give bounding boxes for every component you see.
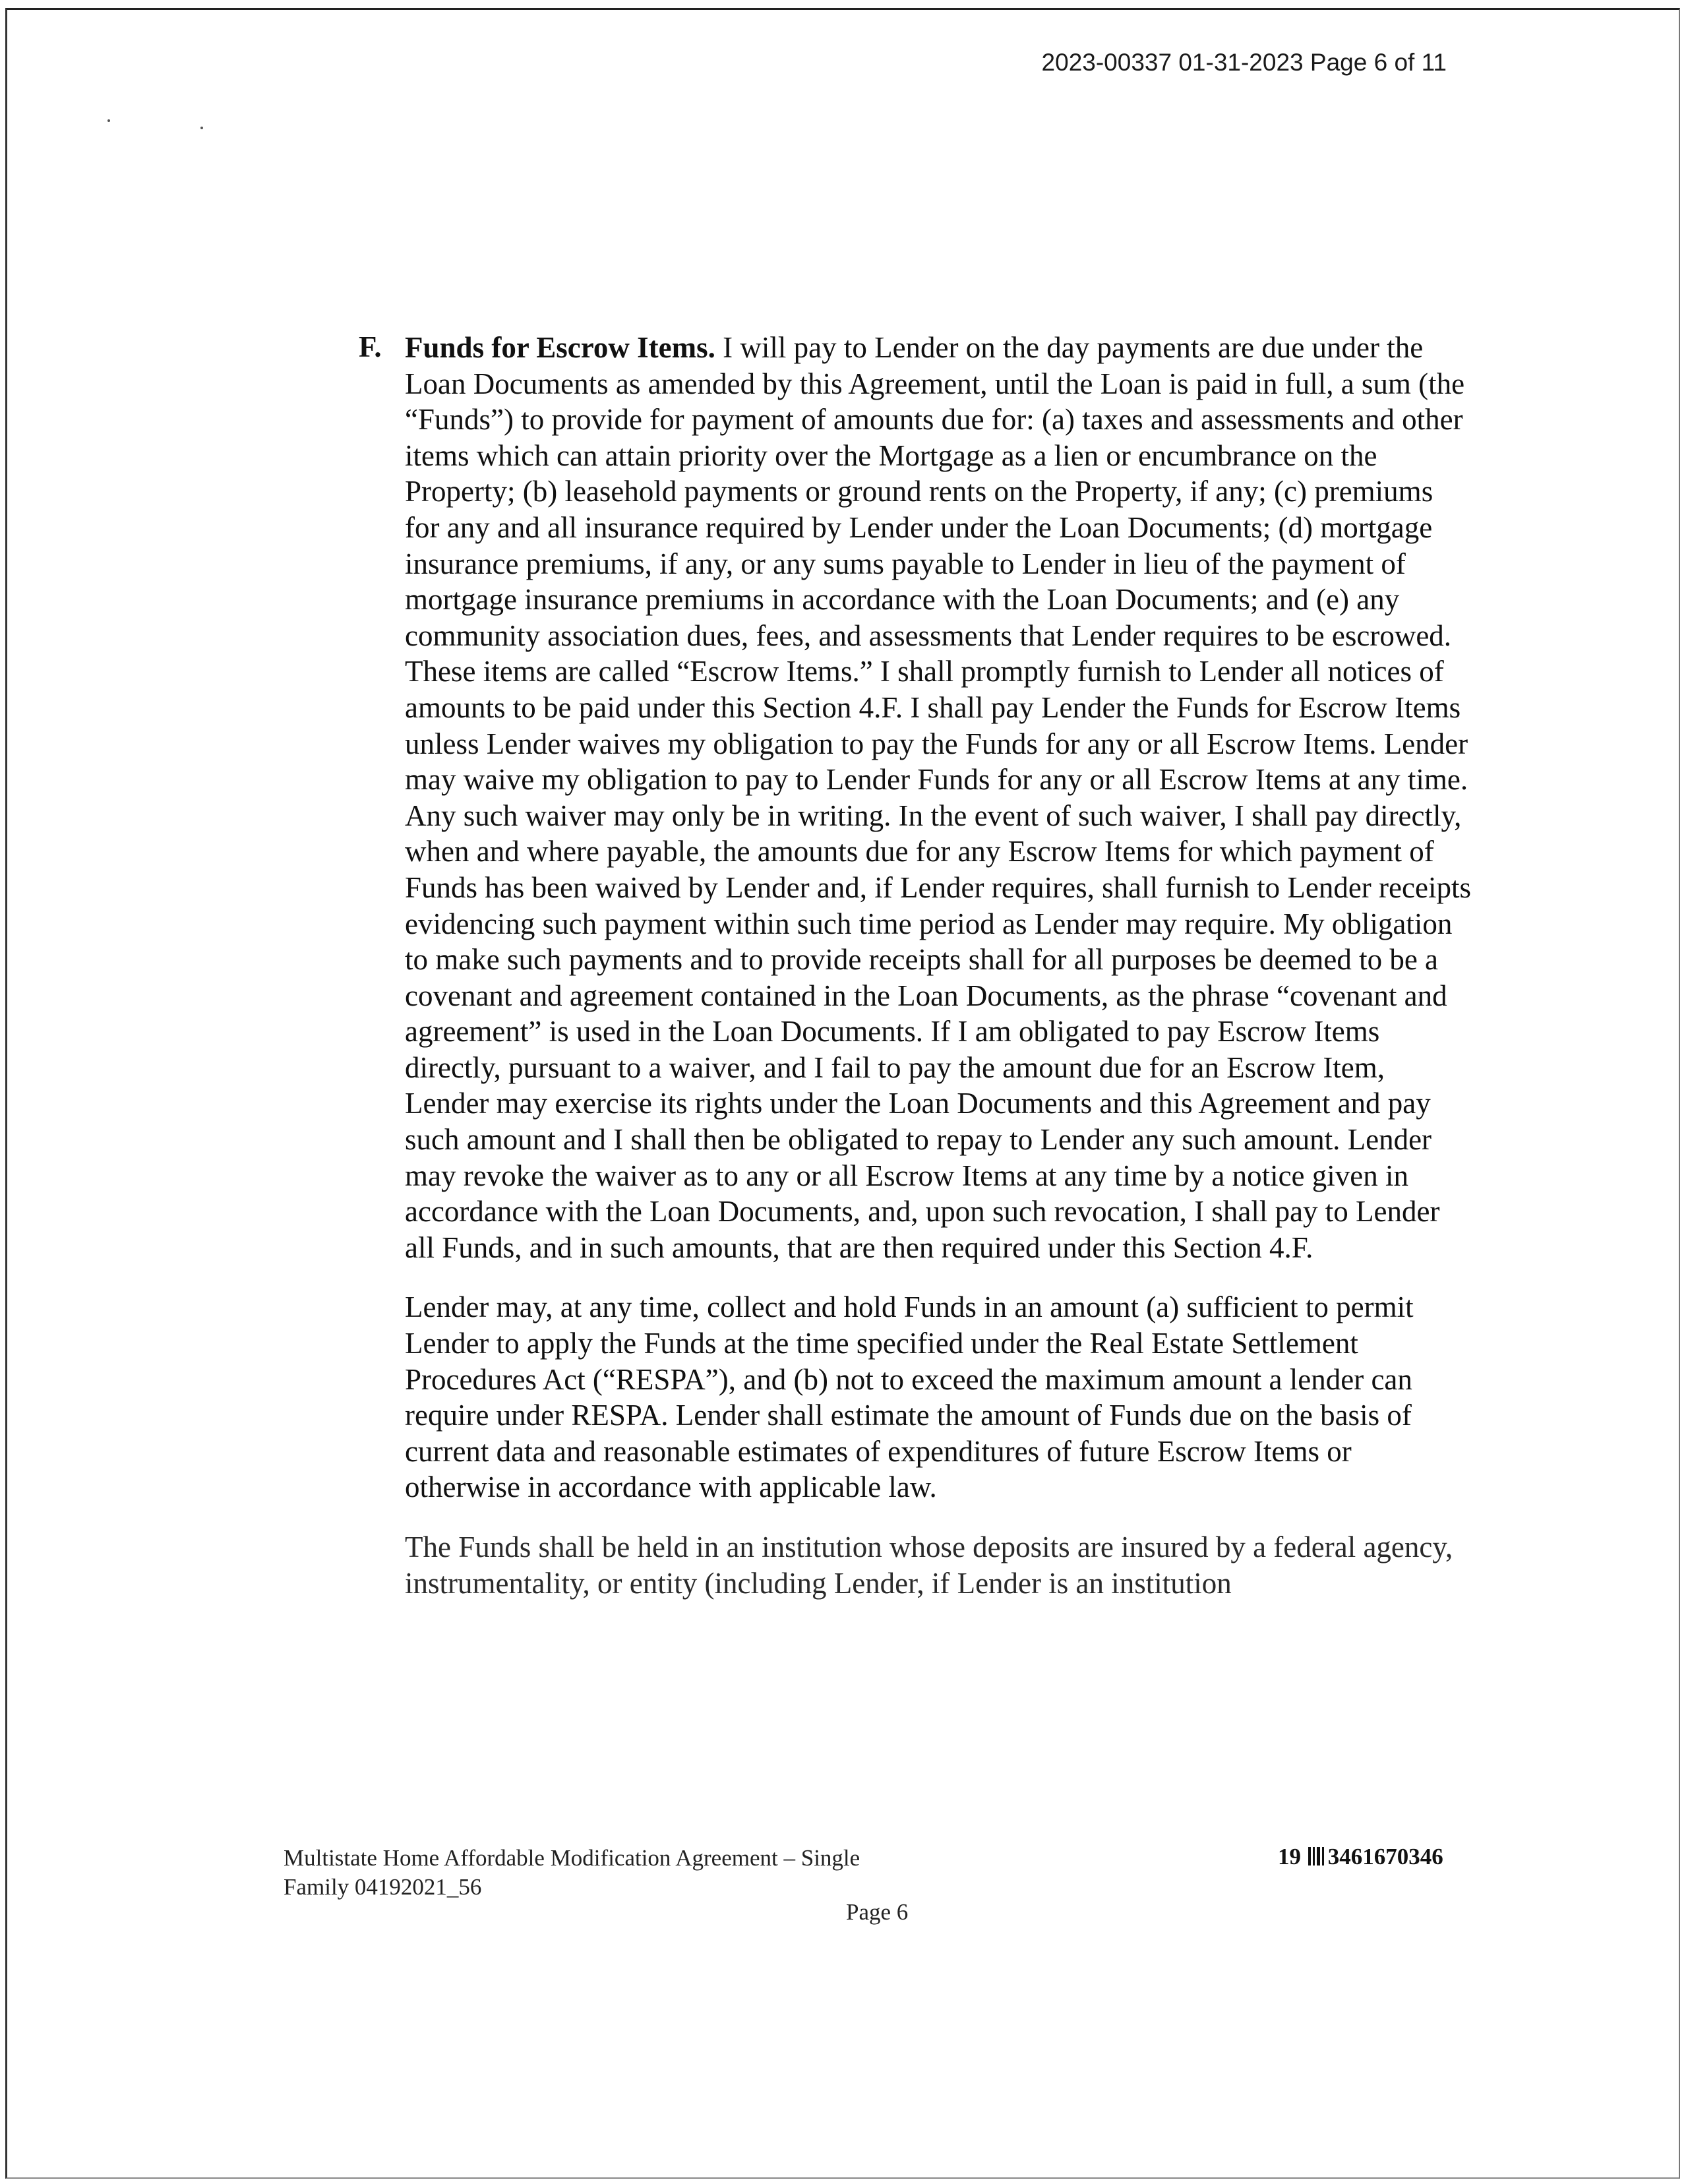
scan-speck <box>107 119 110 122</box>
section-heading: Funds for Escrow Items. <box>405 331 715 364</box>
scan-speck <box>200 127 203 129</box>
document-number <box>1278 1844 1443 1870</box>
section-paragraph-2: Lender may, at any time, collect and hold Funds in an amount (a) sufficient to permit Lender to apply the Funds at the time specified under the Real Estate Settlement Procedures Act (“RESPA”), and (b) not to exceed the maximum amount a lender can require under RESPA. Lender shall estimate the amount of Funds due on the basis of current data and reasonable estimates of expenditures of future Escrow Items or otherwise in accordance with applicable law. <box>405 1290 1414 1504</box>
escrow-section <box>359 330 1473 1601</box>
recording-stamp: 2023-00337 01-31-2023 Page 6 of 11 <box>1041 49 1447 76</box>
paragraph-1-text: I will pay to Lender on the day payments are due under the Loan Documents as amended by this Agreement, until the Loan is paid in full, a sum (the “Funds”) to provide for payment of amounts due for: (a) taxes and assessments and other items which can attain priority over the Mortgage as a lien or encumbrance on the Property; (b) leasehold payments or ground rents on the Property, if any; (c) premiums for any and all insurance required by Lender under the Loan Documents; (d) mortgage insurance premiums, if any, or any sums payable to Lender in lieu of the payment of mortgage insurance premiums in accordance with the Loan Documents; and (e) any community association dues, fees, and assessments that Lender requires to be escrowed. These items are called “Escrow Items.” I shall promptly furnish to Lender all notices of amounts to be paid under this Section 4.F. I shall pay Lender the Funds for Escrow Items unless Lender waives my obligation to pay the Funds for any or all Escrow Items. Lender may waive my obligation to pay to Lender Funds for any or all Escrow Items at any time. Any such waiver may only be in writing. In the event of such waiver, I shall pay directly, when and where payable, the amounts due for any Escrow Items for which payment of Funds has been waived by Lender and, if Lender requires, shall furnish to Lender receipts evidencing such payment within such time period as Lender may require. My obligation to make such payments and to provide receipts shall for all purposes be deemed to be a covenant and agreement contained in the Loan Documents, as the phrase “covenant and agreement” is used in the Loan Documents. If I am obligated to pay Escrow Items directly, pursuant to a waiver, and I fail to pay the amount due for an Escrow Item, Lender may exercise its rights under the Loan Documents and this Agreement and pay such amount and I shall then be obligated to repay to Lender any such amount. Lender may revoke the waiver as to any or all Escrow Items at any time by a notice given in accordance with the Loan Documents, and, upon such revocation, I shall pay to Lender all Funds, and in such amounts, that are then required under this Section 4.F. <box>405 331 1471 1264</box>
form-title <box>284 1844 1009 1902</box>
section-paragraph-1 <box>405 330 1473 1265</box>
document-number-value: 3461670346 <box>1327 1844 1443 1869</box>
page-label: Page 6 <box>846 1899 909 1925</box>
form-title-line-1: Multistate Home Affordable Modification Agreement – Single <box>284 1845 860 1871</box>
form-title-line-2: Family 04192021_56 <box>284 1874 482 1900</box>
barcode-icon <box>1307 1846 1327 1867</box>
document-number-prefix: 19 <box>1278 1844 1301 1869</box>
section-marker: F. <box>359 330 382 363</box>
section-paragraph-3: The Funds shall be held in an institution whose deposits are insured by a federal agency, instrumentality, or entity (including Lender, if Lender is an institution <box>405 1531 1453 1600</box>
